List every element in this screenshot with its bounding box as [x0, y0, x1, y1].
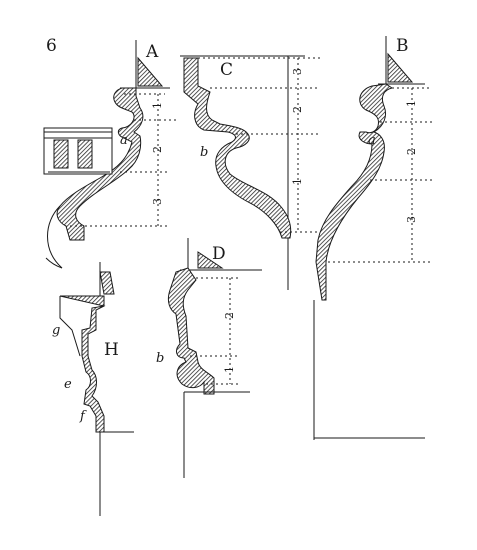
profile-h-point-g: g [52, 323, 61, 338]
dentil-2 [78, 140, 92, 168]
profile-h-point-f: f [80, 409, 85, 424]
profile-a-dim-3: 3 [151, 198, 164, 205]
profile-b-label: B [396, 36, 409, 56]
profile-d-dim-1: 1 [223, 366, 236, 373]
profile-c-dim-2: 2 [291, 106, 304, 113]
profile-h-cap-hatch [100, 272, 114, 294]
profile-h-left-edge [60, 296, 80, 356]
profile-b-dim-1: 1 [405, 100, 418, 107]
dentil-1 [54, 140, 68, 168]
profile-d-dim-2: 2 [223, 312, 236, 319]
profile-h-point-e: e [64, 377, 72, 392]
profile-b-dim-3: 3 [405, 216, 418, 223]
profile-a-point-a: a [120, 133, 128, 148]
profile-d-label: D [212, 244, 226, 264]
profile-a-dim-1: 1 [151, 102, 164, 109]
profile-b-moulding [316, 84, 392, 300]
profile-d-point-b: b [156, 351, 165, 366]
profile-b [314, 36, 432, 440]
profile-a-cap-hatch [138, 58, 162, 86]
profile-c-label: C [220, 60, 234, 80]
profile-b-dim-2: 2 [405, 148, 418, 155]
profile-c-dim-3: 3 [291, 68, 304, 75]
profile-c-dim-1: 1 [291, 178, 304, 185]
plate-number: 6 [46, 36, 57, 56]
profile-a-dim-2: 2 [151, 146, 164, 153]
profile-c-point-b: b [200, 145, 209, 160]
profile-a [44, 36, 178, 268]
profile-b-cap-hatch [388, 54, 412, 82]
profile-d-moulding [168, 268, 214, 394]
profile-a-label: A [146, 42, 159, 62]
profile-h-label: H [104, 340, 119, 360]
profile-d [168, 238, 262, 478]
profile-b-point-a: a [368, 133, 376, 148]
